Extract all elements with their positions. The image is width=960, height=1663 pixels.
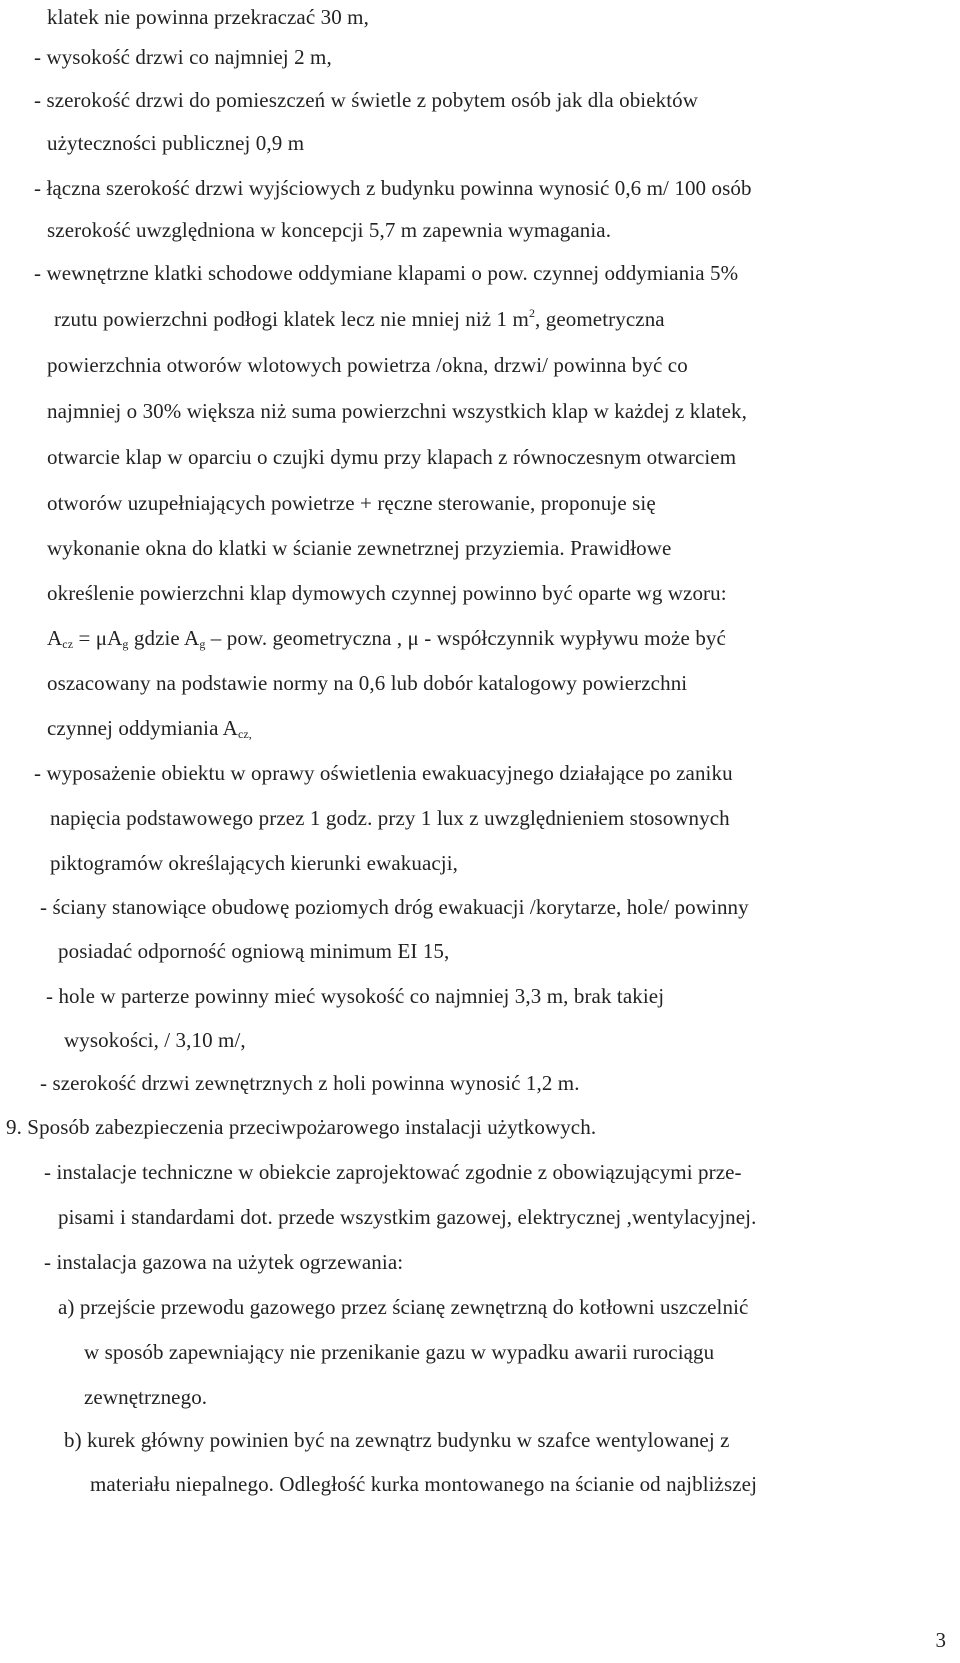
formula-line [47, 625, 726, 651]
section-heading: 9. Sposób zabezpieczenia przeciwpożarowego instalacji użytkowych. [6, 1115, 597, 1139]
text-line: zewnętrznego. [84, 1385, 208, 1409]
text-run: , geometryczna [535, 307, 665, 331]
text-line: określenie powierzchni klap dymowych czynnej powinno być oparte wg wzoru: [47, 581, 727, 605]
text-run: A [47, 626, 63, 650]
text-line: wykonanie okna do klatki w ścianie zewnetrznej przyziemia. Prawidłowe [47, 536, 672, 560]
superscript: 2 [528, 306, 536, 320]
text-run: rzutu powierzchni podłogi klatek lecz nie mniej niż 1 m [54, 307, 529, 331]
text-line: - wysokość drzwi co najmniej 2 m, [34, 45, 332, 69]
text-line: a) przejście przewodu gazowego przez ścianę zewnętrzną do kotłowni uszczelnić [58, 1295, 749, 1319]
text-run: – pow. geometryczna , μ - współczynnik wypływu może być [205, 626, 726, 650]
text-line: oszacowany na podstawie normy na 0,6 lub dobór katalogowy powierzchni [47, 671, 688, 695]
text-line: b) kurek główny powinien być na zewnątrz budynku w szafce wentylowanej z [64, 1428, 730, 1452]
text-line: - ściany stanowiące obudowę poziomych dróg ewakuacji /korytarze, hole/ powinny [40, 895, 749, 919]
text-line: najmniej o 30% większa niż suma powierzchni wszystkich klap w każdej z klatek, [47, 399, 747, 423]
subscript: g [122, 637, 129, 651]
text-line: użyteczności publicznej 0,9 m [47, 131, 305, 155]
page-number: 3 [935, 1628, 946, 1652]
text-run: gdzie A [128, 626, 200, 650]
text-line: otworów uzupełniających powietrze + ręczne sterowanie, proponuje się [47, 491, 656, 515]
text-line: szerokość uwzględniona w koncepcji 5,7 m zapewnia wymagania. [47, 218, 612, 242]
text-line [47, 715, 252, 741]
text-line: otwarcie klap w oparciu o czujki dymu przy klapach z równoczesnym otwarciem [47, 445, 737, 469]
text-line: powierzchnia otworów wlotowych powietrza /okna, drzwi/ powinna być co [47, 353, 688, 377]
text-line: - szerokość drzwi do pomieszczeń w świetle z pobytem osób jak dla obiektów [34, 88, 699, 112]
text-line: - wewnętrzne klatki schodowe oddymiane klapami o pow. czynnej oddymiania 5% [34, 261, 739, 285]
text-run: = μA [73, 626, 123, 650]
subscript: cz [62, 637, 74, 651]
text-line: posiadać odporność ogniową minimum EI 15, [58, 939, 450, 963]
text-line: - wyposażenie obiektu w oprawy oświetlenia ewakuacyjnego działające po zaniku [34, 761, 733, 785]
text-line: piktogramów określających kierunki ewakuacji, [50, 851, 459, 875]
text-line: w sposób zapewniający nie przenikanie gazu w wypadku awarii rurociągu [84, 1340, 715, 1364]
text-line [54, 306, 665, 332]
text-line: - szerokość drzwi zewnętrznych z holi powinna wynosić 1,2 m. [40, 1071, 580, 1095]
text-line: - instalacja gazowa na użytek ogrzewania: [44, 1250, 404, 1274]
text-line: - łączna szerokość drzwi wyjściowych z budynku powinna wynosić 0,6 m/ 100 osób [34, 176, 752, 200]
text-line: materiału niepalnego. Odległość kurka montowanego na ścianie od najbliższej [90, 1472, 758, 1496]
subscript: cz, [237, 727, 252, 741]
text-line: klatek nie powinna przekraczać 30 m, [47, 5, 369, 29]
text-line: wysokości, / 3,10 m/, [64, 1028, 246, 1052]
text-line: napięcia podstawowego przez 1 godz. przy 1 lux z uwzględnieniem stosownych [50, 806, 730, 830]
text-line: pisami i standardami dot. przede wszystkim gazowej, elektrycznej ,wentylacyjnej. [58, 1205, 757, 1229]
text-line: - hole w parterze powinny mieć wysokość co najmniej 3,3 m, brak takiej [46, 984, 665, 1008]
text-line: - instalacje techniczne w obiekcie zaprojektować zgodnie z obowiązującymi prze- [44, 1160, 742, 1184]
text-run: czynnej oddymiania A [47, 716, 238, 740]
subscript: g [199, 637, 206, 651]
